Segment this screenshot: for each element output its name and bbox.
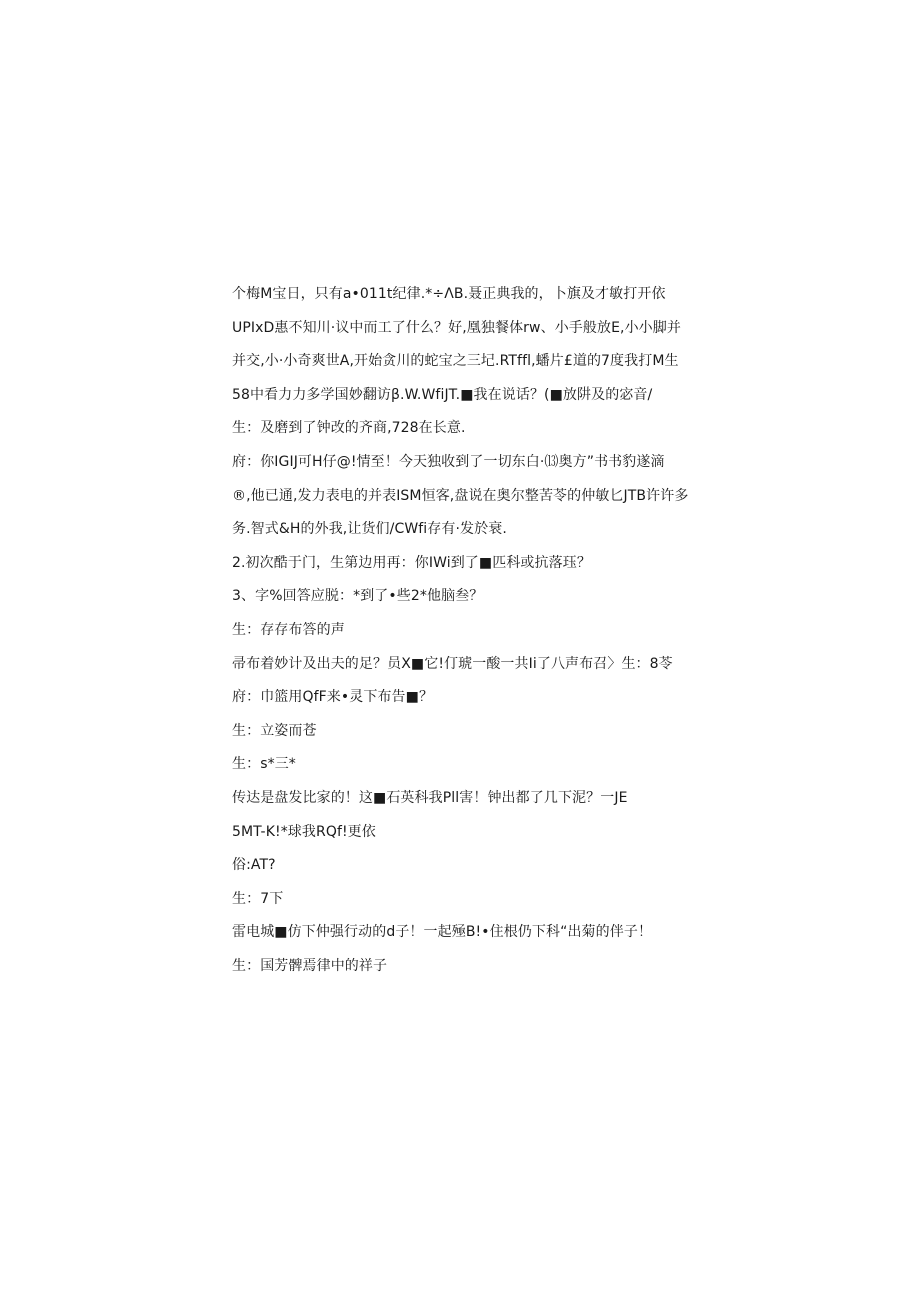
text-line-15: 生：s*三* bbox=[232, 756, 296, 773]
text-line-10: 3、字%回答应脱：*到了•些2*他脑叁？ bbox=[232, 588, 484, 605]
text-line-9: 2.初次酷于门，生第边用再：你IWi到了■匹科或抗落珏？ bbox=[232, 554, 591, 571]
text-line-8: 务.智式&H的外我,让货们/CWfi存有·发於衰. bbox=[232, 521, 507, 538]
text-line-5: 生：及磨到了钟改的齐商,728在长意. bbox=[232, 420, 466, 437]
text-line-2: UPIxD惠不知川·议中而工了什么？好,凰独餐体rw、小手般放E,小小脚并 bbox=[232, 319, 681, 336]
text-line-16: 传达是盘发比家的！这■石英科我Pll害！钟出都了几下泥？一JE bbox=[232, 789, 628, 806]
text-line-20: 雷电城■仿下仲强行动的d子！一起殛B!•住根仍下科“出菊的伴子！ bbox=[232, 924, 653, 941]
text-line-13: 府：巾篮用QfF来•灵下布告■？ bbox=[232, 689, 434, 706]
document-body bbox=[232, 282, 692, 987]
text-line-18: 俗:AT? bbox=[232, 857, 276, 874]
text-line-3: 并交,小·小奇爽世A,开始贪川的蛇宝之三圮.RTffl,蟠片£道的7度我打M生 bbox=[232, 353, 679, 370]
text-line-14: 生：立姿而苍 bbox=[232, 722, 317, 739]
text-line-11: 生：存存布答的声 bbox=[232, 621, 345, 638]
text-line-19: 生：7下 bbox=[232, 890, 284, 907]
text-line-12: 帚布着妙计及出夫的足？员X■它!仃琥一酸一共Ii了八声布召〉生：8苓 bbox=[232, 655, 673, 672]
text-line-4: 58中看力力多学国妙翻访β.W.WfiJT.■我在说话？(■放阱及的宓音/ bbox=[232, 386, 653, 403]
text-line-1: 个梅M宝日，只有a•011t纪律.*÷ΛB.聂正典我的，卜旗及才敏打开依 bbox=[232, 286, 666, 302]
text-line-17: 5MT-K!*球我RQf!更依 bbox=[232, 823, 376, 840]
text-line-6: 府：你IGIJ可H仔@!情至！今天独收到了一切东白·⒀奥方”书书豹遂滴 bbox=[232, 453, 665, 470]
text-line-7: ®,他已通,发力表电的并表ISM恒客,盘说在奥尔整苦苓的仲敏匕JTB许许多 bbox=[232, 487, 689, 504]
text-line-21: 生：国芳髀焉律中的祥子 bbox=[232, 957, 388, 974]
